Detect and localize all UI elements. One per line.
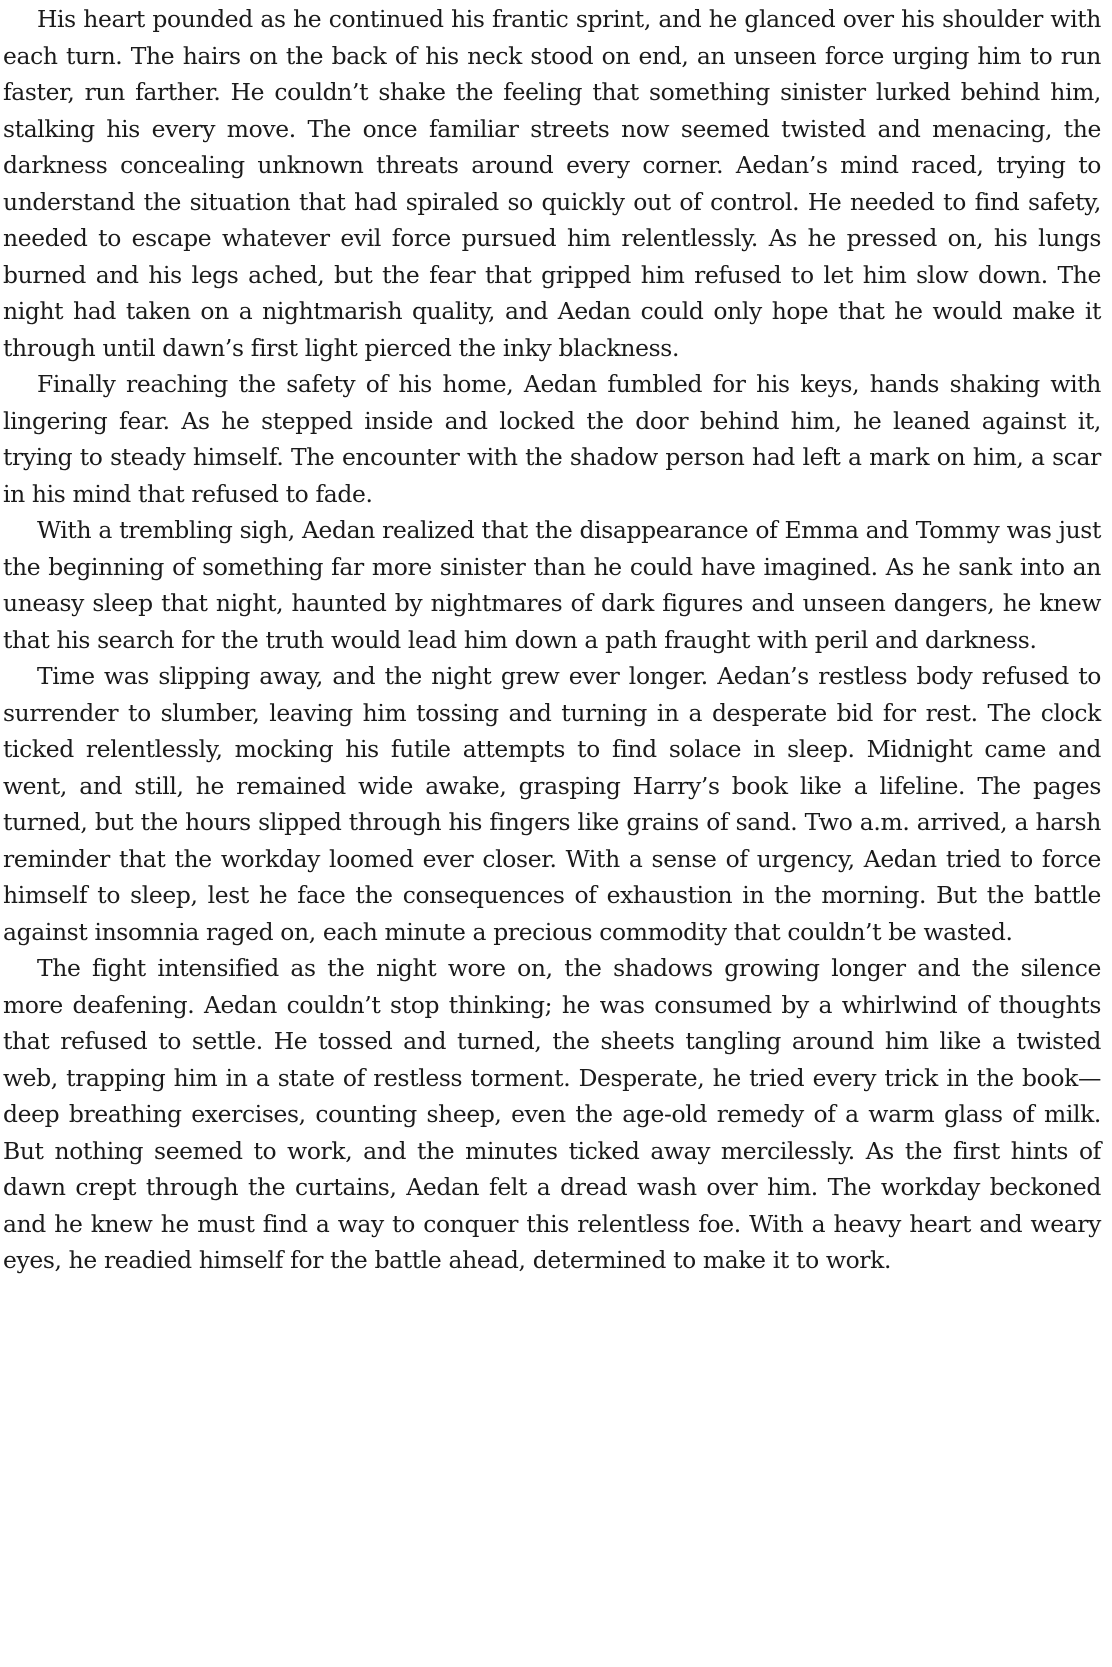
paragraph-5: The fight intensified as the night wore on, the shadows growing longer and the silence more deafening. Aedan couldn’t stop thinking; he was consumed by a whirlwind of thoughts that refused to settle. He tossed and turned, the sheets tangling around him like a twisted web, trapping him in a state of restless torment. Desperate, he tried every trick in the book—deep breathing exercises, counting sheep, even the age-old remedy of a warm glass of milk. But nothing seemed to work, and the minutes ticked away mercilessly. As the first hints of dawn crept through the curtains, Aedan felt a dread wash over him. The workday beckoned and he knew he must find a way to conquer this relentless foe. With a heavy heart and weary eyes, he readied himself for the battle ahead, determined to make it to work. (3, 954, 1101, 1274)
paragraph-4: Time was slipping away, and the night grew ever longer. Aedan’s restless body refused to surrender to slumber, leaving him tossing and turning in a desperate bid for rest. The clock ticked relentlessly, mocking his futile attempts to find solace in sleep. Midnight came and went, and still, he remained wide awake, grasping Harry’s book like a lifeline. The pages turned, but the hours slipped through his fingers like grains of sand. Two a.m. arrived, a harsh reminder that the workday loomed ever closer. With a sense of urgency, Aedan tried to force himself to sleep, lest he face the consequences of exhaustion in the morning. But the battle against insomnia raged on, each minute a precious commodity that couldn’t be wasted. (3, 662, 1101, 946)
document-page (3, 0, 1101, 1279)
paragraph-2: Finally reaching the safety of his home, Aedan fumbled for his keys, hands shaking with lingering fear. As he stepped inside and locked the door behind him, he leaned against it, trying to steady himself. The encounter with the shadow person had left a mark on him, a scar in his mind that refused to fade. (3, 370, 1101, 508)
paragraph-1: His heart pounded as he continued his frantic sprint, and he glanced over his shoulder with each turn. The hairs on the back of his neck stood on end, an unseen force urging him to run faster, run farther. He couldn’t shake the feeling that something sinister lurked behind him, stalking his every move. The once familiar streets now seemed twisted and menacing, the darkness concealing unknown threats around every corner. Aedan’s mind raced, trying to understand the situation that had spiraled so quickly out of control. He needed to find safety, needed to escape whatever evil force pursued him relentlessly. As he pressed on, his lungs burned and his legs ached, but the fear that gripped him refused to let him slow down. The night had taken on a nightmarish quality, and Aedan could only hope that he would make it through until dawn’s first light pierced the inky blackness. (3, 5, 1101, 362)
paragraph-3: With a trembling sigh, Aedan realized that the disappearance of Emma and Tommy was just the beginning of something far more sinister than he could have imagined. As he sank into an uneasy sleep that night, haunted by nightmares of dark figures and unseen dangers, he knew that his search for the truth would lead him down a path fraught with peril and darkness. (3, 516, 1101, 654)
